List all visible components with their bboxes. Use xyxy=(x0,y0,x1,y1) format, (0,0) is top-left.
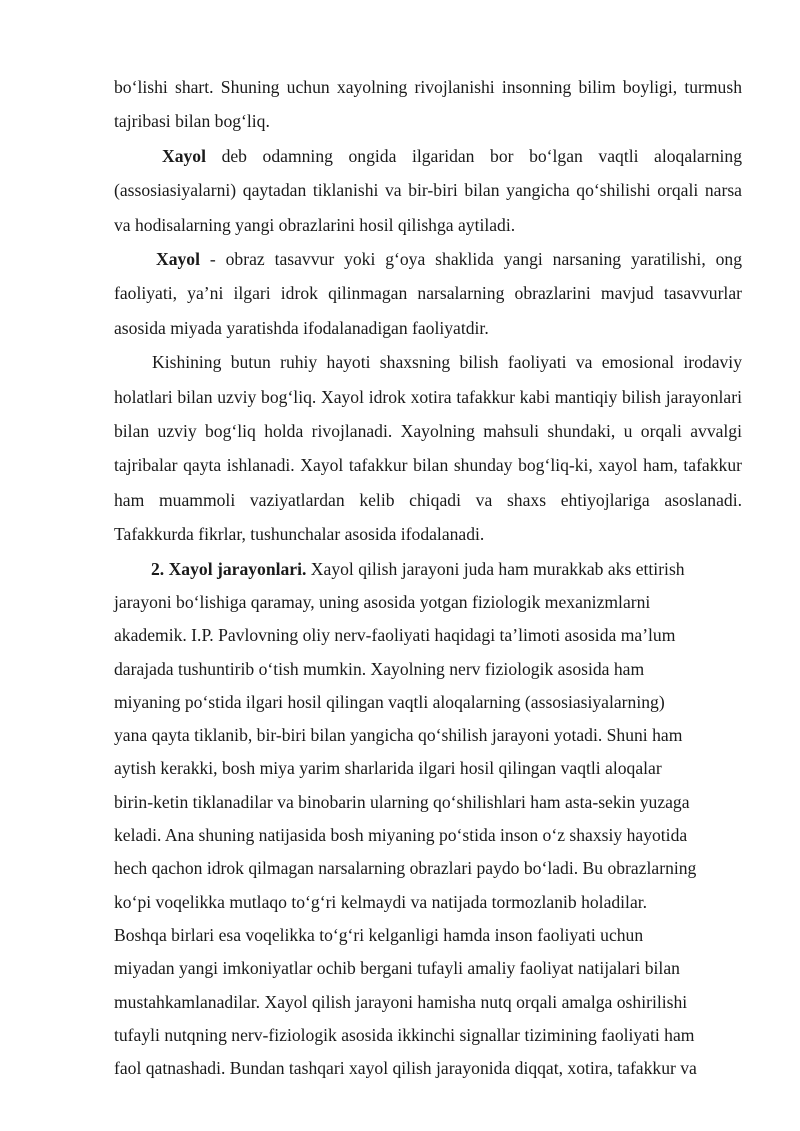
section-xayol-jarayonlari xyxy=(114,553,742,1086)
text-line: miyaning po‘stida ilgari hosil qilingan vaqtli aloqalarning (assosiasiyalarning) xyxy=(114,691,665,712)
text-line: faol qatnashadi. Bundan tashqari xayol qilish jarayonida diqqat, xotira, tafakkur va xyxy=(114,1058,697,1079)
definition-2-text: - obraz tasavvur yoki g‘oya shaklida yangi narsaning yaratilishi, ong faoliyati, ya’ni ilgari idrok qilinmagan narsalarning obrazlarini mavjud tasavvurlar asosida miyada yaratishda ifodalanadigan faoliyatdir. xyxy=(114,249,742,338)
term-xayol: Xayol xyxy=(156,249,200,270)
paragraph-definition-1 xyxy=(114,139,742,242)
text-line: akademik. I.P. Pavlovning oliy nerv-faoliyati haqidagi ta’limoti asosida ma’lum xyxy=(114,625,676,646)
text-line: hech qachon idrok qilmagan narsalarning obrazlari paydo bo‘ladi. Bu obrazlarning xyxy=(114,858,697,879)
document-page xyxy=(114,70,742,1085)
text-line: Boshqa birlari esa voqelikka to‘g‘ri kelganligi hamda inson faoliyati uchun xyxy=(114,924,644,945)
paragraph-definition-2 xyxy=(114,242,742,345)
text-line: keladi. Ana shuning natijasida bosh miyaning po‘stida inson o‘z shaxsiy hayotida xyxy=(114,825,688,846)
paragraph-intro xyxy=(114,70,742,139)
text-line: jarayoni bo‘lishiga qaramay, uning asosida yotgan fiziologik mexanizmlarni xyxy=(114,591,651,612)
paragraph-intro-text: bo‘lishi shart. Shuning uchun xayolning rivojlanishi insonning bilim boyligi, turmush tajribasi bilan bog‘liq. xyxy=(114,77,742,132)
text-line: yana qayta tiklanib, bir-biri bilan yangicha qo‘shilish jarayoni yotadi. Shuni ham xyxy=(114,725,683,746)
definition-1-text: deb odamning ongida ilgaridan bor bo‘lgan vaqtli aloqalarning (assosiasiyalarni) qaytadan tiklanishi va bir-biri bilan yangicha qo‘shilishi orqali narsa va hodisalarning yangi obrazlarini hosil qilishga aytiladi. xyxy=(114,145,742,235)
text-line: ko‘pi voqelikka mutlaqo to‘g‘ri kelmaydi va natijada tormozlanib holadilar. xyxy=(114,891,648,912)
text-line: mustahkamlanadilar. Xayol qilish jarayoni hamisha nutq orqali amalga oshirilishi xyxy=(114,991,688,1012)
text-line: 2. Xayol jarayonlari. Xayol qilish jarayoni juda ham murakkab aks ettirish xyxy=(151,558,685,579)
text-line: aytish kerakki, bosh miya yarim sharlarida ilgari hosil qilingan vaqtli aloqalar xyxy=(114,758,662,779)
paragraph-psychology xyxy=(114,345,742,551)
term-xayol: Xayol xyxy=(162,145,206,166)
text-line: darajada tushuntirib o‘tish mumkin. Xayolning nerv fiziologik asosida ham xyxy=(114,658,645,679)
text-line: miyadan yangi imkoniyatlar ochib bergani tufayli amaliy faoliyat natijalari bilan xyxy=(114,958,680,979)
section-heading: 2. Xayol jarayonlari. xyxy=(151,558,307,579)
paragraph-psychology-text: Kishining butun ruhiy hayoti shaxsning bilish faoliyati va emosional irodaviy holatlari bilan uzviy bog‘liq. Xayol idrok xotira tafakkur kabi mantiqiy bilish jarayonlari bilan uzviy bog‘liq holda rivojlanadi. Xayolning mahsuli shundaki, u orqali avvalgi tajribalar qayta ishlanadi. Xayol tafakkur bilan shunday bog‘liq-ki, xayol ham, tafakkur ham muammoli vaziyatlardan kelib chiqadi va shaxs ehtiyojlariga asoslanadi. Tafakkurda fikrlar, tushunchalar asosida ifodalanadi. xyxy=(114,352,742,545)
text-line: tufayli nutqning nerv-fiziologik asosida ikkinchi signallar tizimining faoliyati ham xyxy=(114,1024,695,1045)
text-line: birin-ketin tiklanadilar va binobarin ularning qo‘shilishlari ham asta-sekin yuzaga xyxy=(114,791,690,812)
